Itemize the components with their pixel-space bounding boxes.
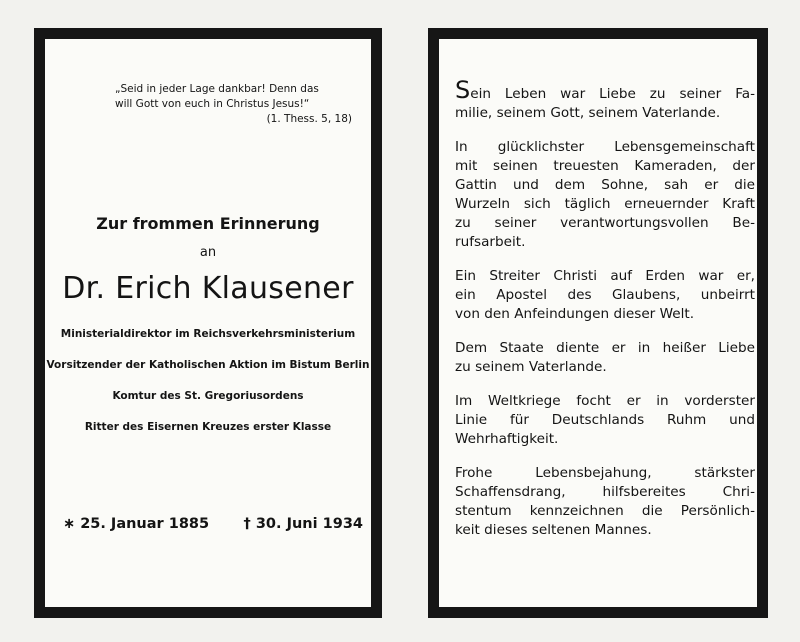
eulogy-line: zu seiner verantwortungsvollen Be- [455,215,755,231]
eulogy-line-text: ein Leben war Liebe zu seiner Fa- [470,86,755,102]
eulogy-line: zu seinem Vaterlande. [455,359,607,375]
eulogy-line: rufsarbeit. [455,234,526,250]
life-dates [63,516,363,532]
connector-word: an [199,245,217,260]
eulogy-line: von den Anfeindungen dieser Welt. [455,306,695,322]
eulogy-line: Wehrhaftigkeit. [455,431,559,447]
eulogy-line: mit seinen treuesten Kameraden, der [455,158,755,174]
eulogy-paragraph [455,76,755,123]
eulogy-paragraph [455,267,755,324]
eulogy-text [455,76,755,555]
title-line: Ministerialdirektor im Reichsverkehrsministerium [60,328,356,340]
eulogy-line: stentum kennzeichnen die Persönlich- [455,503,755,519]
eulogy-line: In glücklichster Lebensgemeinschaft [455,139,755,155]
eulogy-paragraph [455,339,755,377]
eulogy-line: Ein Streiter Christi auf Erden war er, [455,268,755,284]
memorial-heading: Zur frommen Erinnerung [96,214,320,233]
death-date: † 30. Juni 1934 [243,516,363,532]
bible-verse-epigraph [115,82,360,127]
deceased-name: Dr. Erich Klausener [62,271,354,306]
title-line: Ritter des Eisernen Kreuzes erster Klasse [84,421,332,433]
title-line: Vorsitzender der Katholischen Aktion im Bistum Berlin [46,359,370,371]
birth-date: ∗ 25. Januar 1885 [63,516,210,532]
eulogy-line: Dem Staate diente er in heißer Liebe [455,340,755,356]
eulogy-line: Linie für Deutschlands Ruhm und [455,412,755,428]
eulogy-line: milie, seinem Gott, seinem Vaterlande. [455,105,721,121]
eulogy-line [455,76,755,104]
title-line: Komtur des St. Gregoriusordens [112,390,304,402]
epigraph-reference: (1. Thess. 5, 18) [266,113,352,125]
epigraph-line: will Gott von euch in Christus Jesus!“ [115,98,310,110]
eulogy-paragraph [455,138,755,252]
eulogy-paragraph [455,392,755,449]
eulogy-line: Im Weltkriege focht er in vorderster [455,393,755,409]
eulogy-line: Gattin und dem Sohne, sah er die [455,177,755,193]
eulogy-line: Frohe Lebensbejahung, stärkster [455,465,755,481]
drop-cap: S [455,76,471,104]
eulogy-line: Wurzeln sich täglich erneuernder Kraft [455,196,755,212]
memorial-card-back [428,28,768,618]
eulogy-line: ein Apostel des Glaubens, unbeirrt [455,287,755,303]
eulogy-line: keit dieses seltenen Mannes. [455,522,652,538]
memorial-card-front [34,28,382,618]
eulogy-line: Schaffensdrang, hilfsbereites Chri- [455,484,755,500]
eulogy-paragraph [455,464,755,540]
epigraph-line: „Seid in jeder Lage dankbar! Denn das [115,83,319,95]
